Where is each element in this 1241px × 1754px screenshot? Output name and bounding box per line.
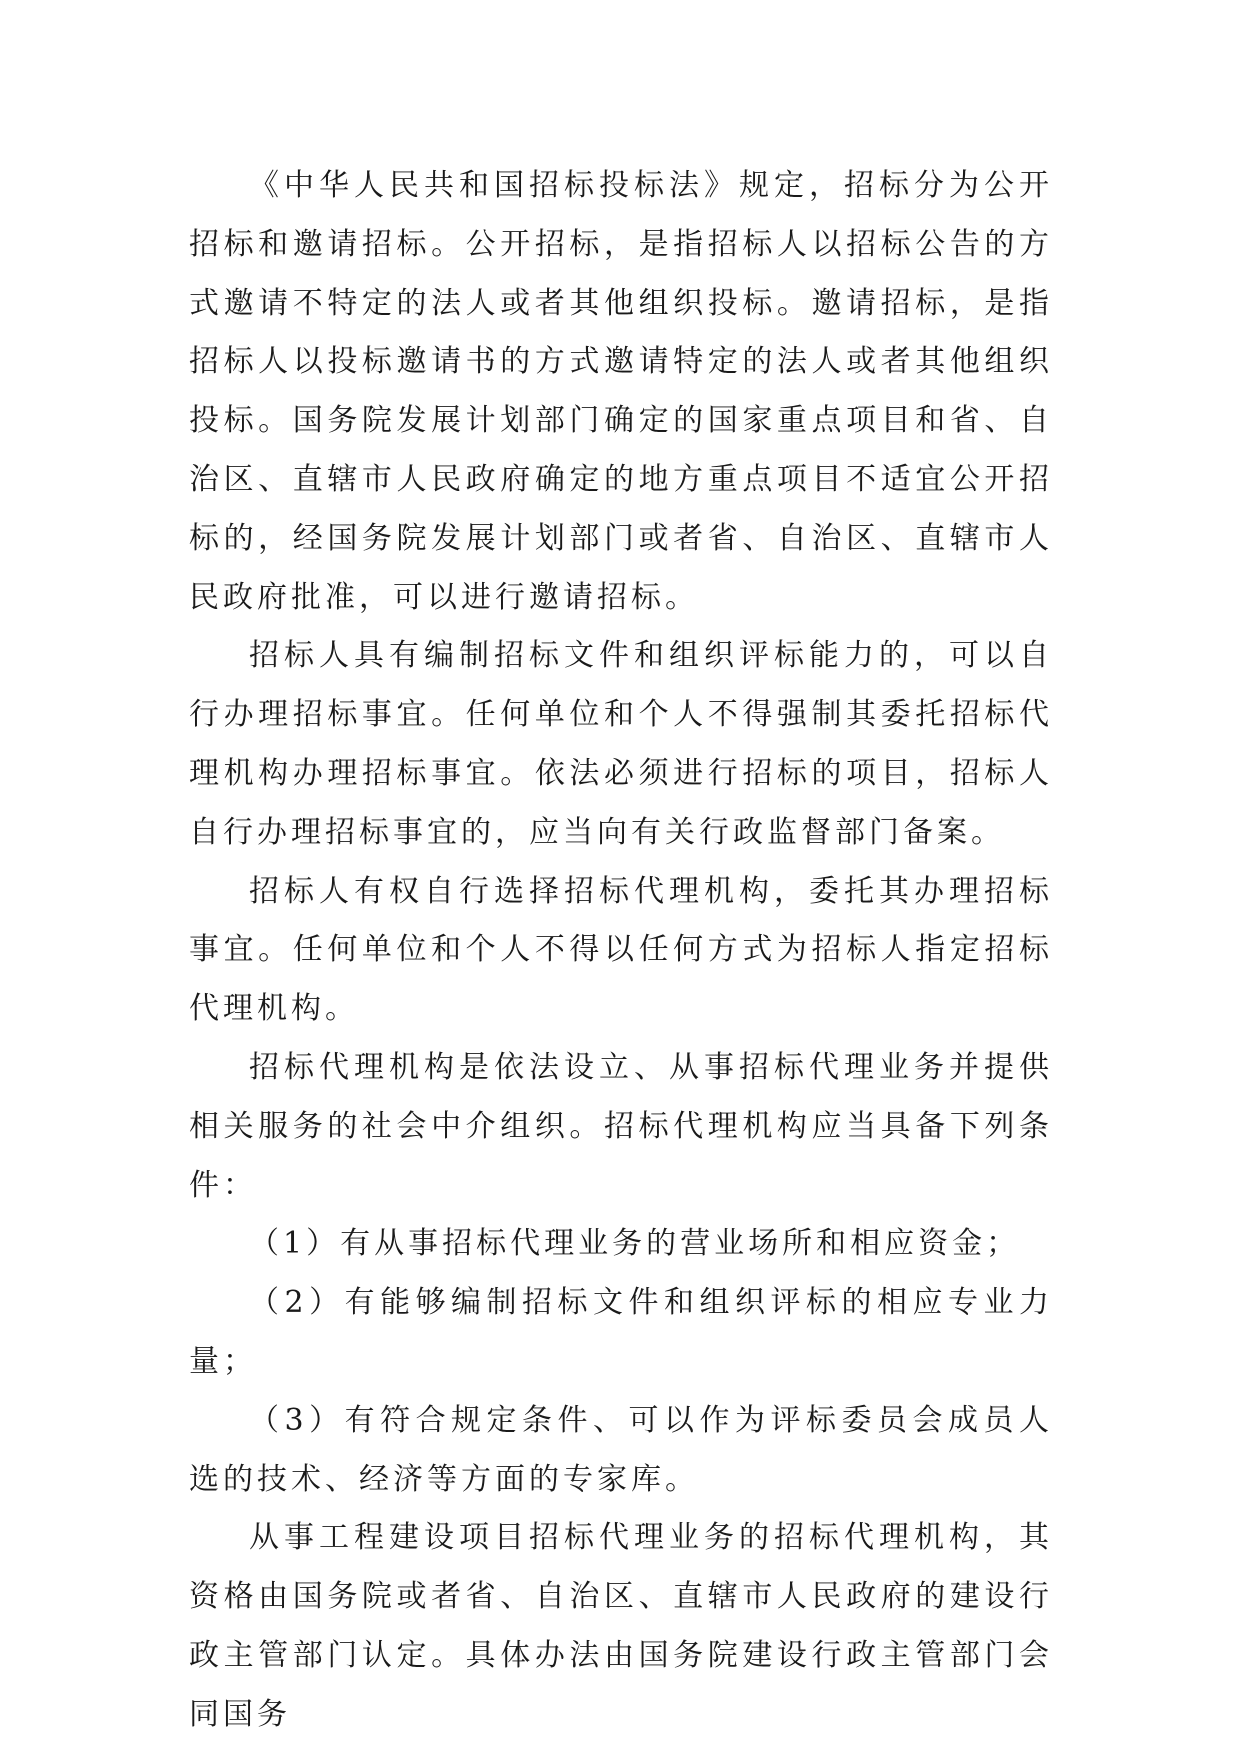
condition-item-2: （2）有能够编制招标文件和组织评标的相应专业力量； [189, 1285, 1053, 1379]
document-body [189, 157, 1053, 1745]
condition-item-3: （3）有符合规定条件、可以作为评标委员会成员人选的技术、经济等方面的专家库。 [189, 1402, 1053, 1497]
paragraph-agency-selection: 招标人有权自行选择招标代理机构，委托其办理招标事宜。任何单位和个人不得以任何方式为招标人指定招标代理机构。 [189, 873, 1053, 1027]
condition-item-1: （1）有从事招标代理业务的营业场所和相应资金； [249, 1226, 1021, 1262]
paragraph-tendering-methods: 《中华人民共和国招标投标法》规定，招标分为公开招标和邀请招标。公开招标，是指招标人以招标公告的方式邀请不特定的法人或者其他组织投标。邀请招标，是指招标人以投标邀请书的方式邀请特定的法人或者其他组织投标。国务院发展计划部门确定的国家重点项目和省、自治区、直辖市人民政府确定的地方重点项目不适宜公开招标的，经国务院发展计划部门或者省、自治区、直辖市人民政府批准，可以进行邀请招标。 [189, 168, 1053, 615]
paragraph-self-tendering: 招标人具有编制招标文件和组织评标能力的，可以自行办理招标事宜。任何单位和个人不得强制其委托招标代理机构办理招标事宜。依法必须进行招标的项目，招标人自行办理招标事宜的，应当向有关行政监督部门备案。 [189, 638, 1053, 850]
paragraph-agency-definition: 招标代理机构是依法设立、从事招标代理业务并提供相关服务的社会中介组织。招标代理机构应当具备下列条件： [189, 1049, 1053, 1203]
paragraph-qualification: 从事工程建设项目招标代理业务的招标代理机构，其资格由国务院或者省、自治区、直辖市人民政府的建设行政主管部门认定。具体办法由国务院建设行政主管部门会同国务 [189, 1520, 1053, 1732]
